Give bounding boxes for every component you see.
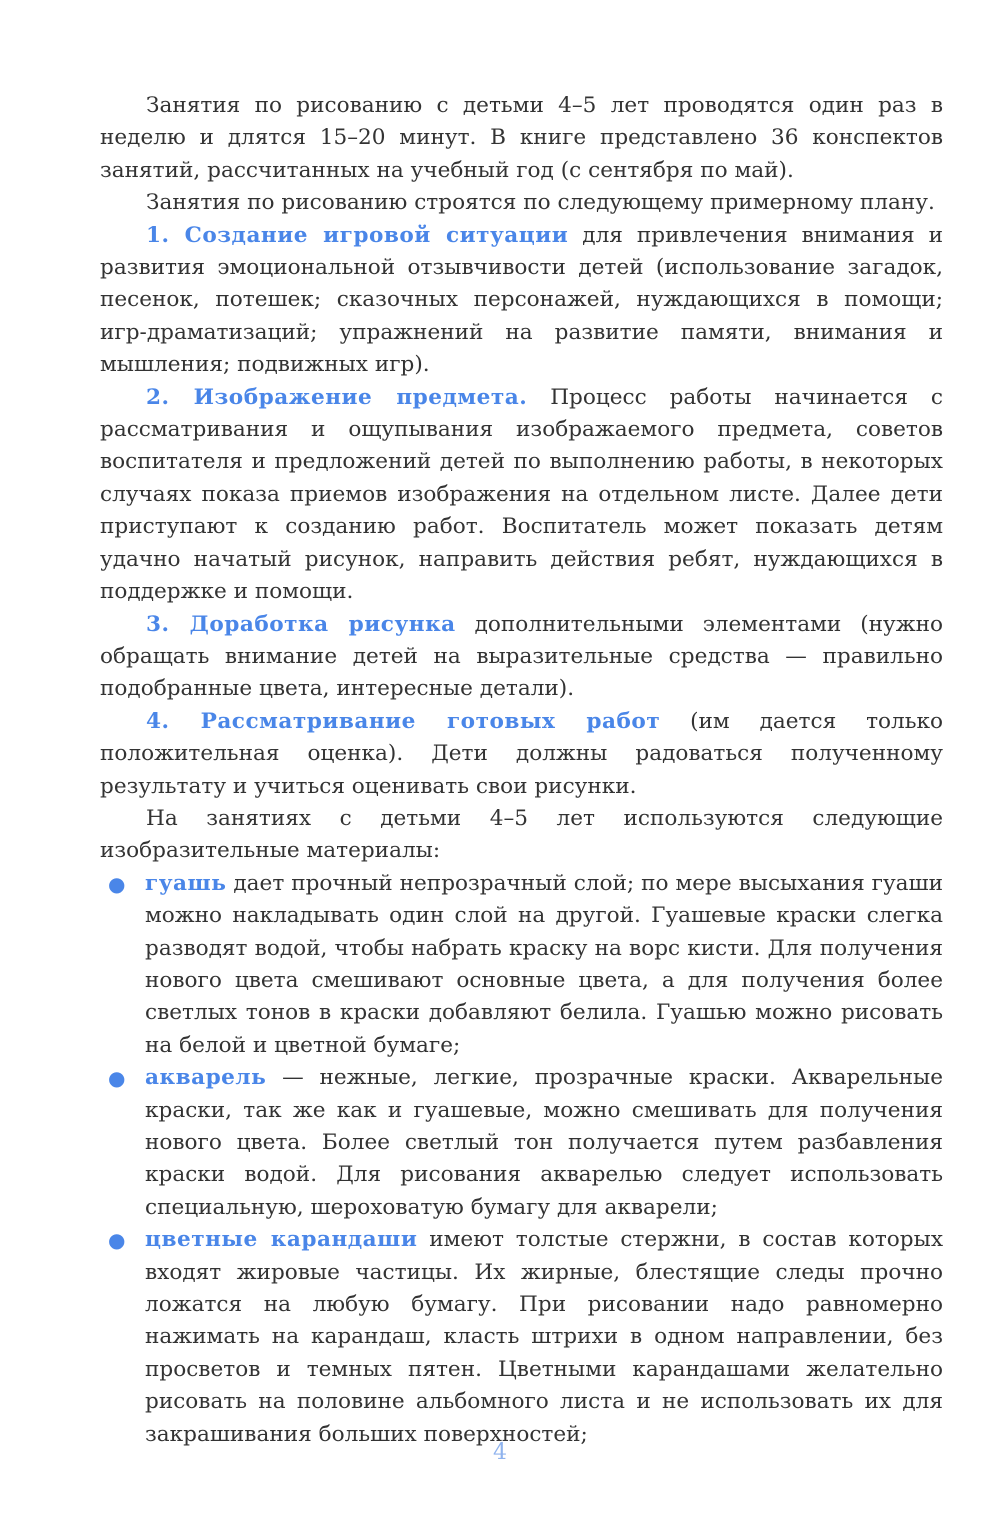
list-item — [100, 868, 943, 1062]
material-name: цветные карандаши — [145, 1227, 418, 1253]
plan-item-heading: 1. Создание игровой ситуации — [146, 222, 569, 248]
bullet-dot-icon: ● — [108, 871, 126, 896]
materials-list — [100, 868, 943, 1451]
intro-paragraph: Занятия по рисованию строятся по следующему примерному плану. — [146, 190, 935, 216]
plan-item — [100, 220, 943, 382]
plan-item — [100, 382, 943, 609]
plan-item-heading: 2. Изображение предмета. — [146, 384, 528, 410]
material-text: — нежные, легкие, прозрачные краски. Акварельные краски, так же как и гуашевые, можно смешивать для получения нового цвета. Более светлый тон получается путем разбавления краски водой. Для рисования акварелью следует использовать специальную, шероховатую бумагу для акварели; — [145, 1065, 943, 1220]
bullet-dot-icon: ● — [108, 1066, 126, 1091]
material-text: дает прочный непрозрачный слой; по мере высыхания гуаши можно накладывать один слой на другой. Гуашевые краски слегка разводят водой, чтобы набрать краску на ворс кисти. Для получения нового цвета смешивают основные цвета, а для получения более светлых тонов в краски добавляют белила. Гуашью можно рисовать на белой и цветной бумаге; — [145, 870, 943, 1058]
plan-item-text: Процесс работы начинается с рассматривания и ощупывания изображаемого предмета, советов воспитателя и предложений детей по выполнению работы, в некоторых случаях показа приемов изображения на отдельном листе. Далее дети приступают к созданию работ. Воспитатель может показать детям удачно начатый рисунок, направить действия ребят, нуждающихся в поддержке и помощи. — [100, 384, 943, 605]
list-item — [100, 1224, 943, 1451]
plan-item — [100, 609, 943, 706]
material-name: гуашь — [145, 870, 227, 896]
material-text: имеют толстые стержни, в состав которых входят жировые частицы. Их жирные, блестящие следы прочно ложатся на любую бумагу. При рисовании надо равномерно нажимать на карандаш, класть штрихи в одном направлении, без просветов и темных пятен. Цветными карандашами желательно рисовать на половине альбомного листа и не использовать их для закрашивания больших поверхностей; — [145, 1227, 943, 1447]
page-body — [100, 90, 943, 1451]
material-name: акварель — [145, 1065, 267, 1091]
plan-item-text: дополнительными элементами (нужно обращать внимание детей на выразительные средства — правильно подобранные цвета, интересные детали). — [100, 611, 943, 702]
list-item — [100, 1062, 943, 1224]
intro-paragraph: Занятия по рисованию с детьми 4–5 лет проводятся один раз в неделю и длятся 15–20 минут. В книге представлено 36 конспектов занятий, рассчитанных на учебный год (с сентября по май). — [100, 93, 943, 183]
plan-item-heading: 4. Рассматривание готовых работ — [146, 708, 661, 734]
plan-item-text: для привлечения внимания и развития эмоциональной отзывчивости детей (использование загадок, песенок, потешек; сказочных персонажей, нуждающихся в помощи; игр-драматизаций; упражнений на развитие памяти, внимания и мышления; подвижных игр). — [100, 222, 943, 378]
bullet-dot-icon: ● — [108, 1228, 126, 1253]
plan-item — [100, 706, 943, 803]
plan-item-text: (им дается только положительная оценка). Дети должны радоваться полученному результату и учиться оценивать свои рисунки. — [100, 708, 943, 799]
plan-item-heading: 3. Доработка рисунка — [146, 611, 456, 637]
page-number: 4 — [493, 1440, 507, 1465]
materials-intro: На занятиях с детьми 4–5 лет используются следующие изобразительные материалы: — [100, 805, 943, 864]
